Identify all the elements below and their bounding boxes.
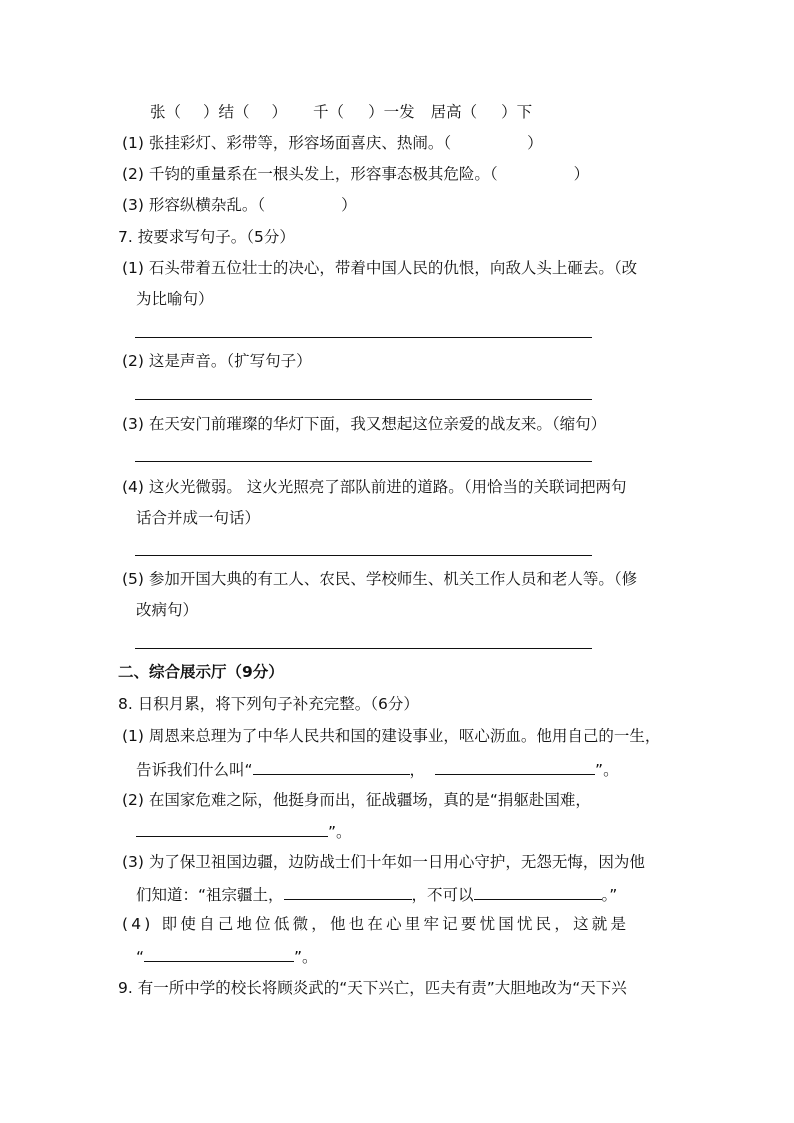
idiom-row [150, 102, 532, 122]
answer-line-3[interactable] [135, 461, 592, 462]
q8-s4-line1: (4) 即使自己地位低微，他也在心里牢记要忧国忧民，这就是 [122, 915, 630, 933]
q8-s1-line2: 告诉我们什么叫“ ， ”。 [136, 758, 619, 780]
idiom-1a: 张（ [150, 103, 182, 121]
q7-item-5-line2: 改病句） [136, 601, 199, 619]
idiom-3b: ）下 [501, 103, 533, 121]
q8-s4-line2: “ ”。 [136, 945, 318, 967]
q7-item-4-line2: 话合并成一句话） [136, 509, 261, 527]
blank-s1-2[interactable] [435, 758, 595, 775]
q8-s2-line1: (2) 在国家危难之际，他挺身而出，征战疆场，真的是“捐躯赴国难， [122, 791, 591, 809]
idiom-2a: 千（ [313, 103, 345, 121]
answer-line-1[interactable] [135, 337, 592, 338]
q7-item-1-line2: 为比喻句） [136, 290, 214, 308]
q8-s1-line1: (1) 周恩来总理为了中华人民共和国的建设事业，呕心沥血。他用自己的一生， [122, 727, 661, 745]
q8-s3-line2: 们知道：“祖宗疆土， ，不可以 。” [136, 883, 617, 905]
answer-line-2[interactable] [135, 399, 592, 400]
q7-title: 7. 按要求写句子。（5分） [118, 228, 295, 246]
blank-s2[interactable] [136, 820, 328, 837]
idiom-2b: ）一发 [368, 103, 415, 121]
q8-s3-line1: (3) 为了保卫祖国边疆，边防战士们十年如一日用心守护，无怨无悔，因为他 [122, 853, 645, 871]
q6-item-2: (2) 千钧的重量系在一根头发上，形容事态极其危险。（ ） [122, 165, 590, 183]
blank-s1-1[interactable] [253, 758, 410, 775]
idiom-3a: 居高（ [430, 103, 478, 121]
section-2-title: 二、综合展示厅（9分） [118, 663, 284, 681]
blank-s4[interactable] [144, 945, 294, 962]
q7-item-1-line1: (1) 石头带着五位壮士的决心，带着中国人民的仇恨，向敌人头上砸去。（改 [122, 259, 638, 277]
q6-item-1: (1) 张挂彩灯、彩带等，形容场面喜庆、热闹。（ ） [122, 134, 543, 152]
q6-item-3: (3) 形容纵横杂乱。（ ） [122, 196, 357, 214]
q8-s2-line2: ”。 [136, 820, 352, 842]
idiom-1c: ） [271, 103, 288, 121]
idiom-1b: ）结（ [203, 103, 250, 121]
q9-line1: 9. 有一所中学的校长将顾炎武的“天下兴亡，匹夫有责”大胆地改为“天下兴 [118, 979, 627, 997]
q8-title: 8. 日积月累，将下列句子补充完整。（6分） [118, 695, 419, 713]
q7-item-5-line1: (5) 参加开国大典的有工人、农民、学校师生、机关工作人员和老人等。（修 [122, 570, 638, 588]
q7-item-4-line1: (4) 这火光微弱。 这火光照亮了部队前进的道路。（用恰当的关联词把两句 [122, 478, 627, 496]
q7-item-3-line1: (3) 在天安门前璀璨的华灯下面，我又想起这位亲爱的战友来。（缩句） [122, 415, 607, 433]
answer-line-5[interactable] [135, 648, 592, 649]
answer-line-4[interactable] [135, 555, 592, 556]
blank-s3-2[interactable] [474, 883, 602, 900]
blank-s3-1[interactable] [284, 883, 412, 900]
q7-item-2-line1: (2) 这是声音。（扩写句子） [122, 352, 312, 370]
